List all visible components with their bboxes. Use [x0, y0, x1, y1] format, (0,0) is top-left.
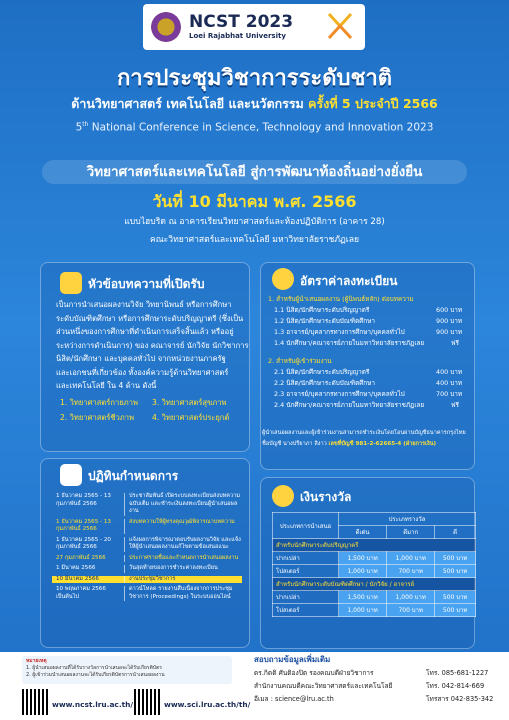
- schedule-date: 1 ธันวาคม 2565 - 20 กุมภาพันธ์ 2566: [56, 536, 111, 550]
- payment-info: [262, 428, 477, 460]
- schedule-row: [52, 519, 242, 534]
- science-technology-logo-icon: [325, 10, 355, 42]
- schedule-event: ดาวน์โหลด รายงานสืบเนื่องจากการประชุมวิชาการ (Proceedings) ในระบบออนไลน์: [124, 586, 242, 601]
- topic-item: 4. วิทยาศาสตร์ประยุกต์: [152, 413, 230, 422]
- prize-amount: 700 บาท: [387, 604, 435, 617]
- prize-row: [273, 552, 476, 565]
- fee-amount: ฟรี: [451, 339, 459, 347]
- prize-section-row: [273, 578, 476, 591]
- page-title: การประชุมวิชาการระดับชาติ: [116, 66, 393, 91]
- prize-amount: 700 บาท: [387, 565, 435, 578]
- calendar-icon: [60, 464, 82, 486]
- prize-col-type: ประเภทการนำเสนอ: [273, 513, 339, 539]
- topic-item: 2. วิทยาศาสตร์ชีวภาพ: [60, 413, 135, 422]
- topic-item: 3. วิทยาศาสตร์สุขภาพ: [152, 398, 227, 407]
- fee-label: 1.2 นิสิต/นักศึกษาระดับบัณฑิตศึกษา: [274, 317, 375, 325]
- call-for-papers-heading: หัวข้อบทความที่เปิดรับ: [88, 277, 205, 291]
- schedule-date: 1 ธันวาคม 2565 - 13 กุมภาพันธ์ 2566: [56, 518, 111, 532]
- schedule-row: [52, 537, 242, 552]
- fee-section-2: [268, 356, 473, 416]
- prize-header-row: [273, 513, 476, 526]
- english-title-sup: th: [82, 121, 89, 128]
- university-seal-icon: [151, 12, 181, 42]
- logo-subtitle: Loei Rajabhat University: [189, 32, 286, 40]
- schedule-event: ส่งบทความให้ผู้ทรงคุณวุฒิพิจารณาบทความ: [124, 519, 242, 534]
- prize-row: [273, 604, 476, 617]
- prize-row: [273, 565, 476, 578]
- faculty-website-link[interactable]: www.sci.lru.ac.th/th/: [164, 700, 251, 709]
- fee-label: 1.1 นิสิต/นักศึกษาระดับปริญญาตรี: [274, 306, 370, 314]
- english-title-ordinal: 5: [75, 121, 83, 134]
- schedule-event: ประกาศรายชื่อและกำหนดการนำเสนอผลงาน: [124, 555, 242, 563]
- conference-date: วันที่ 10 มีนาคม พ.ศ. 2566: [152, 192, 357, 211]
- prize-sub-col: ดีเด่น: [339, 526, 387, 539]
- english-title-rest: National Conference in Science, Technology and Innovation 2023: [88, 121, 434, 134]
- contact-office: สำนักงานคณบดีคณะวิทยาศาสตร์และเทคโนโลยี: [254, 682, 393, 690]
- venue-line-1: แบบไฮบริด ณ อาคารเรียนวิทยาศาสตร์และห้องปฏิบัติการ (อาคาร 28): [124, 217, 385, 227]
- fee-section-1: [268, 294, 473, 364]
- conference-website-link[interactable]: www.ncst.lru.ac.th/: [52, 700, 134, 709]
- conference-venue: [0, 213, 509, 249]
- qr-code-icon: [134, 689, 160, 715]
- payment-account-number: เลขที่บัญชี 981-2-62665-4 (ฝ่ายการเงิน): [328, 441, 437, 447]
- english-title: [0, 121, 509, 134]
- qr-code-icon: [22, 689, 48, 715]
- schedule-row: [52, 555, 242, 563]
- prize-section-title: สำหรับนักศึกษาระดับบัณฑิตศึกษา / นักวิจัย / อาจารย์: [273, 578, 476, 591]
- prize-amount: 500 บาท: [435, 565, 476, 578]
- schedule-date: 10 พฤษภาคม 2566 เป็นต้นไป: [56, 586, 106, 600]
- schedule-event: แจ้งผลการพิจารณาตอบรับผลงานวิจัย และแจ้งให้ผู้นำเสนอผลงานแก้ไขตามข้อเสนอแนะ: [124, 537, 242, 552]
- schedule-event: งานประชุมวิชาการ: [124, 576, 242, 584]
- call-body-line: นิสิต/นักศึกษา และบุคคลทั่วไป จากหน่วยงานภาครัฐ: [56, 354, 226, 363]
- prize-amount: 1,000 บาท: [339, 565, 387, 578]
- topic-item: 1. วิทยาศาสตร์กายภาพ: [60, 398, 138, 407]
- prize-table: [272, 512, 476, 617]
- conference-logo-text: [189, 14, 293, 40]
- fee-amount: 600 บาท: [436, 306, 463, 314]
- payment-account-name: ชื่อบัญชี นางปรียาภา สิงาว: [262, 441, 329, 447]
- schedule-event: ประชาสัมพันธ์ เปิดระบบลงทะเบียนส่งบทความฉบับเต็ม และชำระเงินลงทะเบียนผู้นำเสนอผลงาน: [124, 493, 242, 516]
- call-for-papers-body: [56, 298, 252, 393]
- prize-type: ปากเปล่า: [273, 552, 339, 565]
- prize-section-title: สำหรับนักศึกษาระดับปริญญาตรี: [273, 539, 476, 552]
- schedule-date: 1 ธันวาคม 2565 - 13 กุมภาพันธ์ 2566: [56, 493, 111, 507]
- money-bag-icon: [272, 268, 294, 290]
- conference-logo-box: [143, 4, 365, 50]
- prize-amount: 1,000 บาท: [387, 591, 435, 604]
- payment-line-2: [262, 439, 436, 449]
- prize-amount: 500 บาท: [435, 604, 476, 617]
- schedule-event: วันสุดท้ายของการชำระค่าลงทะเบียน: [124, 565, 242, 573]
- page-subtitle: [0, 94, 509, 114]
- fee-amount: 400 บาท: [436, 379, 463, 387]
- prize-amount: 1,000 บาท: [387, 552, 435, 565]
- subtitle-part-a: ด้านวิทยาศาสตร์ เทคโนโลยี และนวัตกรรม: [71, 96, 309, 111]
- notes-heading: หมายเหตุ: [26, 658, 47, 664]
- fee-heading: อัตราค่าลงทะเบียน: [300, 274, 398, 288]
- note-line: 2. ผู้เข้าร่วมนำเสนอผลงานจะได้รับเกียรติบัตรการนำเสนอผลงาน: [26, 672, 165, 678]
- contact-email[interactable]: อีเมล : science@lru.ac.th: [254, 695, 334, 703]
- prize-row: [273, 591, 476, 604]
- prize-sub-col: ดี: [435, 526, 476, 539]
- contact-heading: สอบถามข้อมูลเพิ่มเติม: [254, 655, 331, 664]
- schedule-heading: ปฏิทินกำหนดการ: [88, 469, 179, 483]
- fee-label: 2.2 นิสิต/นักศึกษาระดับบัณฑิตศึกษา: [274, 379, 375, 387]
- prize-section-row: [273, 539, 476, 552]
- fee-label: 2.3 อาจารย์/บุคลากรทางการศึกษา/บุคคลทั่วไป: [274, 390, 405, 398]
- fee-label: 1.3 อาจารย์/บุคลากรทางการศึกษา/บุคคลทั่วไป: [274, 328, 405, 336]
- logo-title: NCST 2023: [189, 12, 294, 32]
- schedule-date: 10 มีนาคม 2566: [52, 576, 124, 584]
- prize-amount: 500 บาท: [435, 552, 476, 565]
- fee-label: 2.1 นิสิต/นักศึกษาระดับปริญญาตรี: [274, 368, 370, 376]
- schedule-date: 27 กุมภาพันธ์ 2566: [56, 554, 106, 561]
- schedule-date: 1 มีนาคม 2566: [56, 565, 96, 571]
- call-body-line: และเอกชนที่เกี่ยวข้อง ทั้งองค์ความรู้ด้านวิทยาศาสตร์: [56, 367, 229, 377]
- call-body-line: และเทคโนโลยี ใน 4 ด้าน ดังนี้: [56, 381, 157, 390]
- prize-amount: 500 บาท: [435, 591, 476, 604]
- contact-name: ดร.กิตติ ศันติองปิต รองคณบดีฝ่ายวิชาการ: [254, 669, 374, 677]
- prize-type: ปากเปล่า: [273, 591, 339, 604]
- fee-label: 1.4 นักศึกษา/คณาจารย์ภายในมหาวิทยาลัยราชภัฏเลย: [274, 339, 425, 347]
- books-icon: [60, 272, 82, 294]
- fee-amount: 900 บาท: [436, 328, 463, 336]
- prize-type: โปสเตอร์: [273, 604, 339, 617]
- contact-fax: โทรสาร 042-835-342: [426, 695, 494, 703]
- fee-section-title: 2. สำหรับผู้เข้าร่วมงาน: [268, 357, 332, 365]
- prize-type: โปสเตอร์: [273, 565, 339, 578]
- schedule-row: [52, 565, 242, 573]
- fee-amount: 900 บาท: [436, 317, 463, 325]
- prize-amount: 1,500 บาท: [339, 591, 387, 604]
- money-icon: [272, 485, 294, 507]
- contact-phone: โทร. 085-681-1227: [426, 669, 489, 677]
- prize-amount: 1,000 บาท: [339, 604, 387, 617]
- schedule-row-highlight: [52, 576, 242, 584]
- fee-amount: ฟรี: [451, 401, 459, 409]
- call-body-line: ระดับบัณฑิตศึกษา หรือการศึกษาระดับปริญญาตรี (ซึ่งเป็น: [56, 313, 244, 323]
- fee-amount: 400 บาท: [436, 368, 463, 376]
- call-body-line: เป็นการนำเสนอผลงานวิจัย วิทยานิพนธ์ หรือการศึกษา: [56, 300, 232, 309]
- payment-line-1: ผู้นำเสนอผลงานและผู้เข้าร่วมงานสามารถชำระเงินโดยโอนผ่านบัญชีธนาคารกรุงไทย: [262, 430, 466, 436]
- footer-contact: [244, 652, 506, 718]
- schedule-row: [52, 586, 242, 601]
- fee-section-title: 1. สำหรับผู้นำเสนอผลงาน (ผู้นิพนธ์หลัก) ต่อบทความ: [268, 295, 414, 303]
- prize-heading: เงินรางวัล: [300, 490, 352, 504]
- schedule-row: [52, 493, 242, 516]
- subtitle-part-b: ครั้งที่ 5 ประจำปี 2566: [308, 96, 438, 111]
- prize-sub-col: ดีมาก: [387, 526, 435, 539]
- note-line: 1. ผู้นำเสนอผลงานที่ได้รับรางวัลการนำเสนอจะได้รับเกียรติบัตร: [26, 665, 162, 671]
- fee-label: 2.4 นักศึกษา/คณาจารย์ภายในมหาวิทยาลัยราชภัฏเลย: [274, 401, 425, 409]
- call-body-line: ระหว่างการดำเนินการ) ของ คณาจารย์ นักวิจัย นักวิชาการ: [56, 340, 249, 350]
- prize-col-award: ประเภทรางวัล: [339, 513, 476, 526]
- venue-line-2: คณะวิทยาศาสตร์และเทคโนโลยี มหาวิทยาลัยราชภัฏเลย: [149, 235, 360, 245]
- fee-amount: 700 บาท: [436, 390, 463, 398]
- contact-office-phone: โทร. 042-814-669: [426, 682, 485, 690]
- schedule-list: [52, 493, 242, 604]
- footer-notes: [22, 656, 232, 684]
- prize-amount: 1,500 บาท: [339, 552, 387, 565]
- conference-theme: วิทยาศาสตร์และเทคโนโลยี สู่การพัฒนาท้องถิ่นอย่างยั่งยืน: [42, 160, 467, 184]
- call-body-line: ส่วนหนึ่งของการศึกษาที่ดำเนินการเสร็จสิ้นแล้ว หรืออยู่: [56, 327, 234, 336]
